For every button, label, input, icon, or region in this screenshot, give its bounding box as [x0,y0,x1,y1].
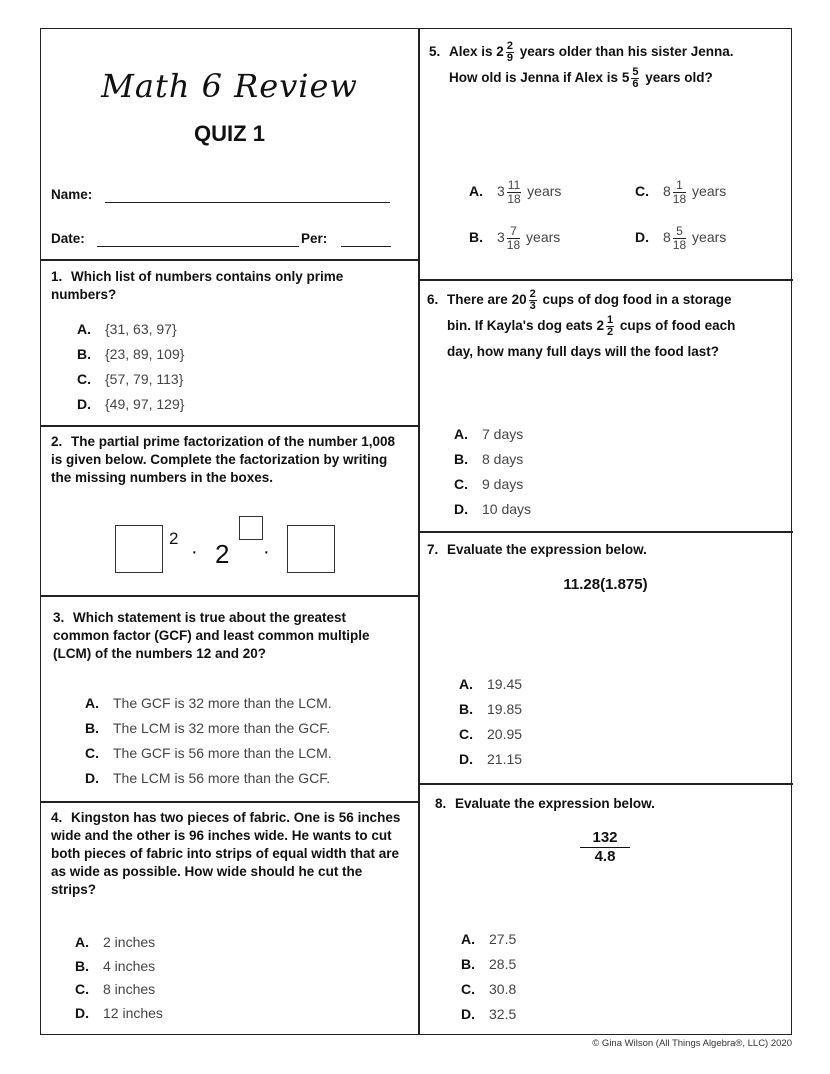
q4-option-b[interactable]: B. 4 inches [75,958,156,974]
question-2: 2. The partial prime factorization of the number 1,008 is given below. Complete the factorization by writing the missing numbers in the boxes. [51,434,396,485]
divider [41,259,418,261]
date-label: Date: [51,231,85,246]
multiply-dot: · [263,541,270,563]
question-6: 6. There are 20 $\frac{2}{3}$ cups of dog food in a storage bin. If Kayla's dog eats 2 $\frac{1}{2}$ cups of food each day, how many full days will the food last? [427,287,736,359]
q8-denominator: 4.8 [594,848,616,865]
q1-option-d[interactable]: D. {49, 97, 129} [77,396,185,412]
multiply-dot: · [191,541,198,563]
q8-fraction [580,829,630,866]
q5-option-c[interactable]: C. 8 $\frac{1}{18}$ years [635,178,727,206]
q4-option-d[interactable]: D. 12 inches [75,1005,163,1021]
q6-option-a[interactable]: A. 7 days [454,426,524,442]
quiz-sheet [40,28,792,1035]
question-8: 8. Evaluate the expression below. [435,796,655,811]
divider [41,595,418,597]
q1-option-b[interactable]: B. {23, 89, 109} [77,346,185,362]
q5-option-b[interactable]: B. 3 $\frac{7}{18}$ years [469,224,561,252]
q4-option-a[interactable]: A. 2 inches [75,934,156,950]
exponent-2: 2 [169,529,179,548]
base-2: 2 [215,539,230,569]
q5-option-a[interactable]: A. 3 $\frac{11}{18}$ years [469,178,562,206]
q3-option-c[interactable]: C. The GCF is 56 more than the LCM. [85,745,332,761]
q1-option-c[interactable]: C. {57, 79, 113} [77,371,184,387]
question-3: 3. Which statement is true about the greatest common factor (GCF) and least common multiple (LCM) of the numbers 12 and 20? [53,610,370,661]
name-label: Name: [51,187,93,202]
q8-option-d[interactable]: D. 32.5 [461,1006,517,1022]
q8-numerator: 132 [580,829,630,848]
q1-option-a[interactable]: A. {31, 63, 97} [77,321,177,337]
divider [418,531,793,533]
question-1: 1. Which list of numbers contains only prime numbers? [51,269,344,302]
q6-option-c[interactable]: C. 9 days [454,476,524,492]
question-7: 7. Evaluate the expression below. [427,542,647,557]
divider [418,783,793,785]
q6-option-b[interactable]: B. 8 days [454,451,524,467]
divider [418,279,793,281]
q3-option-a[interactable]: A. The GCF is 32 more than the LCM. [85,695,332,711]
answer-box-third[interactable] [287,525,335,573]
q7-option-a[interactable]: A. 19.45 [459,676,523,692]
q7-option-b[interactable]: B. 19.85 [459,701,523,717]
q7-expression: 11.28(1.875) [563,576,648,593]
script-title: Math 6 Review [101,67,358,105]
q8-option-b[interactable]: B. 28.5 [461,956,517,972]
divider [41,425,418,427]
q7-option-c[interactable]: C. 20.95 [459,726,523,742]
divider [41,801,418,803]
quiz-title: QUIZ 1 [194,121,265,146]
question-4: 4. Kingston has two pieces of fabric. One is 56 inches wide and the other is 96 inches wide. He wants to cut both pieces of fabric into strips of equal width that are as wide as possible. How wide should he cut the strips? [51,810,401,897]
q4-option-c[interactable]: C. 8 inches [75,981,156,997]
q3-option-b[interactable]: B. The LCM is 32 more than the GCF. [85,720,331,736]
copyright-notice: © Gina Wilson (All Things Algebra®, LLC) 2020 [592,1038,792,1049]
q7-option-d[interactable]: D. 21.15 [459,751,523,767]
q3-option-d[interactable]: D. The LCM is 56 more than the GCF. [85,770,331,786]
q6-option-d[interactable]: D. 10 days [454,501,532,517]
answer-box-exponent[interactable] [239,516,263,540]
name-field[interactable] [105,202,390,203]
question-5: 5. Alex is 2 $\frac{2}{9}$ years older than his sister Jenna. How old is Jenna if Alex is 5 $\frac{5}{6}$ years old? [429,39,734,90]
period-field[interactable] [341,246,391,247]
answer-box-base[interactable] [115,525,163,573]
date-field[interactable] [97,246,299,247]
per-label: Per: [301,231,328,246]
q8-option-c[interactable]: C. 30.8 [461,981,517,997]
q5-option-d[interactable]: D. 8 $\frac{5}{18}$ years [635,224,727,252]
q8-option-a[interactable]: A. 27.5 [461,931,517,947]
